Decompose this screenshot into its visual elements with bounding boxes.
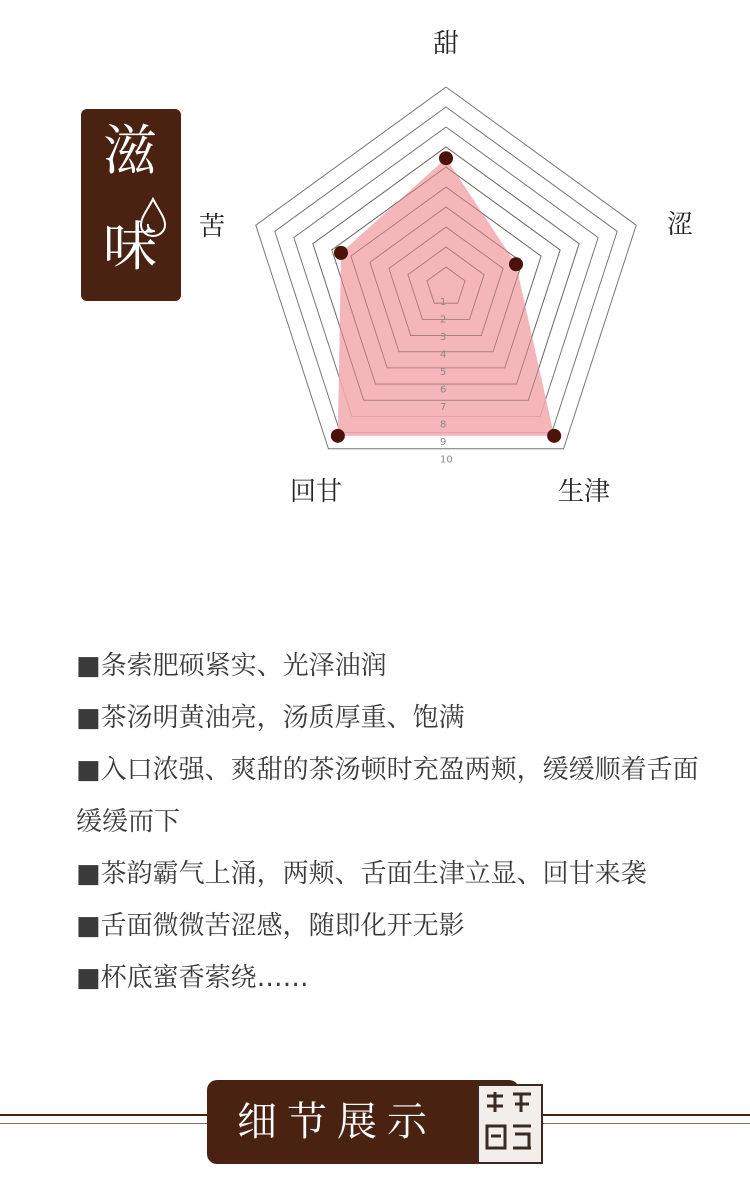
axis-label-2: 涩 — [666, 210, 694, 240]
tick-label-4: 4 — [440, 349, 447, 361]
data-point-2 — [509, 257, 523, 271]
tick-label-5: 5 — [440, 367, 447, 378]
axis-label-3: 生津 — [557, 477, 611, 507]
tick-label-10: 10 — [440, 454, 453, 466]
data-point-1 — [439, 151, 453, 165]
data-point-3 — [547, 429, 561, 443]
title-char-2: 味 — [103, 215, 157, 278]
axis-label-4: 回甘 — [289, 477, 343, 507]
tick-label-8: 8 — [440, 419, 447, 431]
seal-stamp-icon — [477, 1084, 543, 1164]
note-4: ■茶韵霸气上涌，两颊、舌面生津立显、回甘来袭 — [76, 859, 647, 889]
detail-badge — [207, 1080, 519, 1164]
detail-label: 细节展示 — [237, 1099, 437, 1145]
note-1: ■条索肥硕紧实、光泽油润 — [76, 651, 387, 681]
tick-label-6: 6 — [440, 384, 447, 396]
axis-label-5: 苦 — [198, 212, 226, 242]
tick-label-9: 9 — [440, 437, 447, 448]
radar-chart — [0, 0, 750, 540]
tick-label-1: 1 — [440, 297, 447, 308]
title-char-1: 滋 — [103, 119, 157, 182]
tick-label-3: 3 — [440, 332, 447, 343]
note-6: ■杯底蜜香萦绕…… — [76, 963, 309, 993]
axis-label-1: 甜 — [432, 29, 460, 59]
note-5: ■舌面微微苦涩感，随即化开无影 — [76, 911, 465, 941]
data-point-5 — [334, 246, 348, 260]
tick-label-7: 7 — [440, 402, 447, 413]
tasting-notes — [76, 640, 716, 1004]
note-2: ■茶汤明黄油亮，汤质厚重、饱满 — [76, 703, 465, 733]
data-point-4 — [331, 429, 345, 443]
tick-label-2: 2 — [440, 314, 447, 326]
note-3: ■入口浓强、爽甜的茶汤顿时充盈两颊，缓缓顺着舌面缓缓而下 — [76, 755, 699, 837]
